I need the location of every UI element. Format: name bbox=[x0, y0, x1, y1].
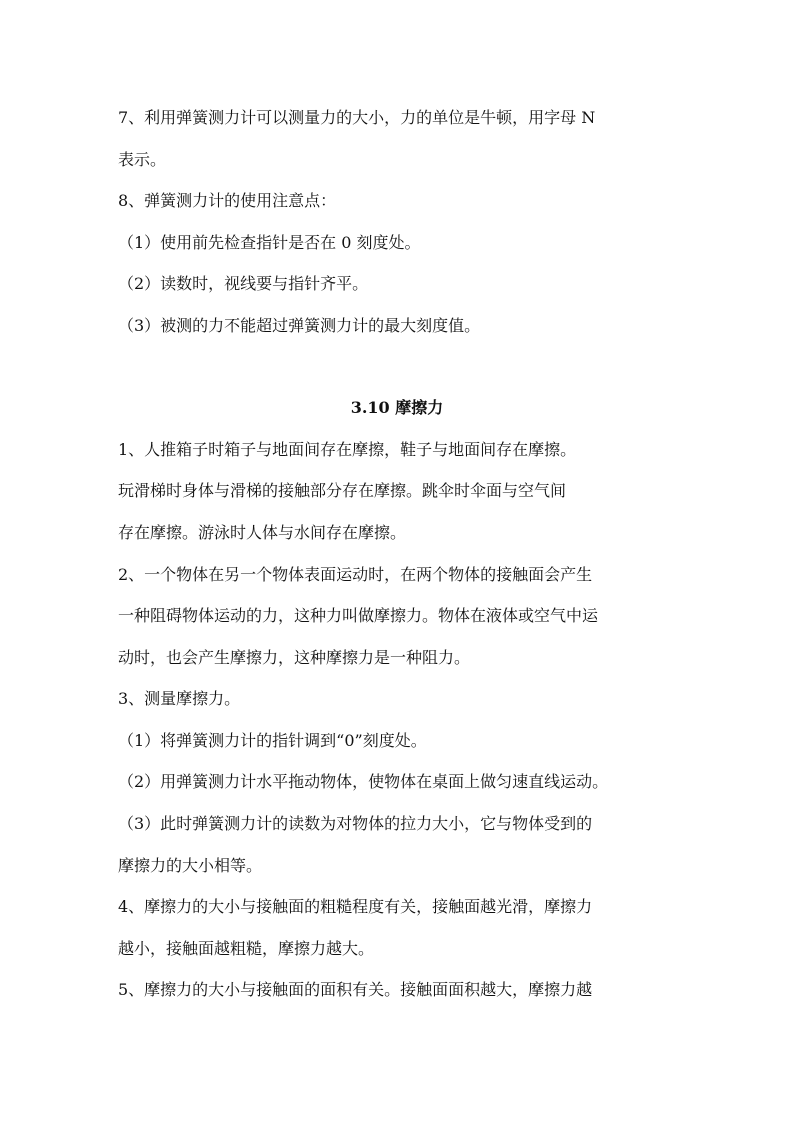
text-line-item-3-1: （1）将弹簧测力计的指针调到“0”刻度处。 bbox=[118, 731, 427, 750]
text-line-item-1: 1、人推箱子时箱子与地面间存在摩擦，鞋子与地面间存在摩擦。 bbox=[118, 440, 577, 459]
text-line-item-3-2: （2）用弹簧测力计水平拖动物体，使物体在桌面上做匀速直线运动。 bbox=[118, 772, 609, 791]
text-line-item-1-cont-a: 玩滑梯时身体与滑梯的接触部分存在摩擦。跳伞时伞面与空气间 bbox=[118, 481, 567, 500]
text-line-item-7: 7、利用弹簧测力计可以测量力的大小，力的单位是牛顿，用字母 N bbox=[118, 108, 596, 127]
text-line-item-4: 4、摩擦力的大小与接触面的粗糙程度有关，接触面越光滑，摩擦力 bbox=[118, 897, 593, 916]
text-line-item-7-cont: 表示。 bbox=[118, 150, 167, 169]
text-line-item-8-1: （1）使用前先检查指针是否在 0 刻度处。 bbox=[118, 233, 421, 252]
text-line-item-8-3: （3）被测的力不能超过弹簧测力计的最大刻度值。 bbox=[118, 316, 481, 335]
text-line-item-2-cont-a: 一种阻碍物体运动的力，这种力叫做摩擦力。物体在液体或空气中运 bbox=[118, 606, 599, 625]
text-line-item-3-3: （3）此时弹簧测力计的读数为对物体的拉力大小，它与物体受到的 bbox=[118, 814, 593, 833]
text-line-item-3-3-cont: 摩擦力的大小相等。 bbox=[118, 856, 263, 875]
text-line-item-1-cont-b: 存在摩擦。游泳时人体与水间存在摩擦。 bbox=[118, 523, 407, 542]
text-line-item-2-cont-b: 动时，也会产生摩擦力，这种摩擦力是一种阻力。 bbox=[118, 648, 471, 667]
section-title: 3.10 摩擦力 bbox=[350, 398, 444, 417]
text-line-item-8: 8、弹簧测力计的使用注意点： bbox=[118, 191, 337, 210]
text-line-item-4-cont: 越小，接触面越粗糙，摩擦力越大。 bbox=[118, 939, 375, 958]
text-line-item-2: 2、一个物体在另一个物体表面运动时，在两个物体的接触面会产生 bbox=[118, 565, 593, 584]
text-line-item-8-2: （2）读数时，视线要与指针齐平。 bbox=[118, 274, 369, 293]
text-line-item-5: 5、摩擦力的大小与接触面的面积有关。接触面面积越大，摩擦力越 bbox=[118, 980, 593, 999]
text-line-item-3: 3、测量摩擦力。 bbox=[118, 689, 241, 708]
